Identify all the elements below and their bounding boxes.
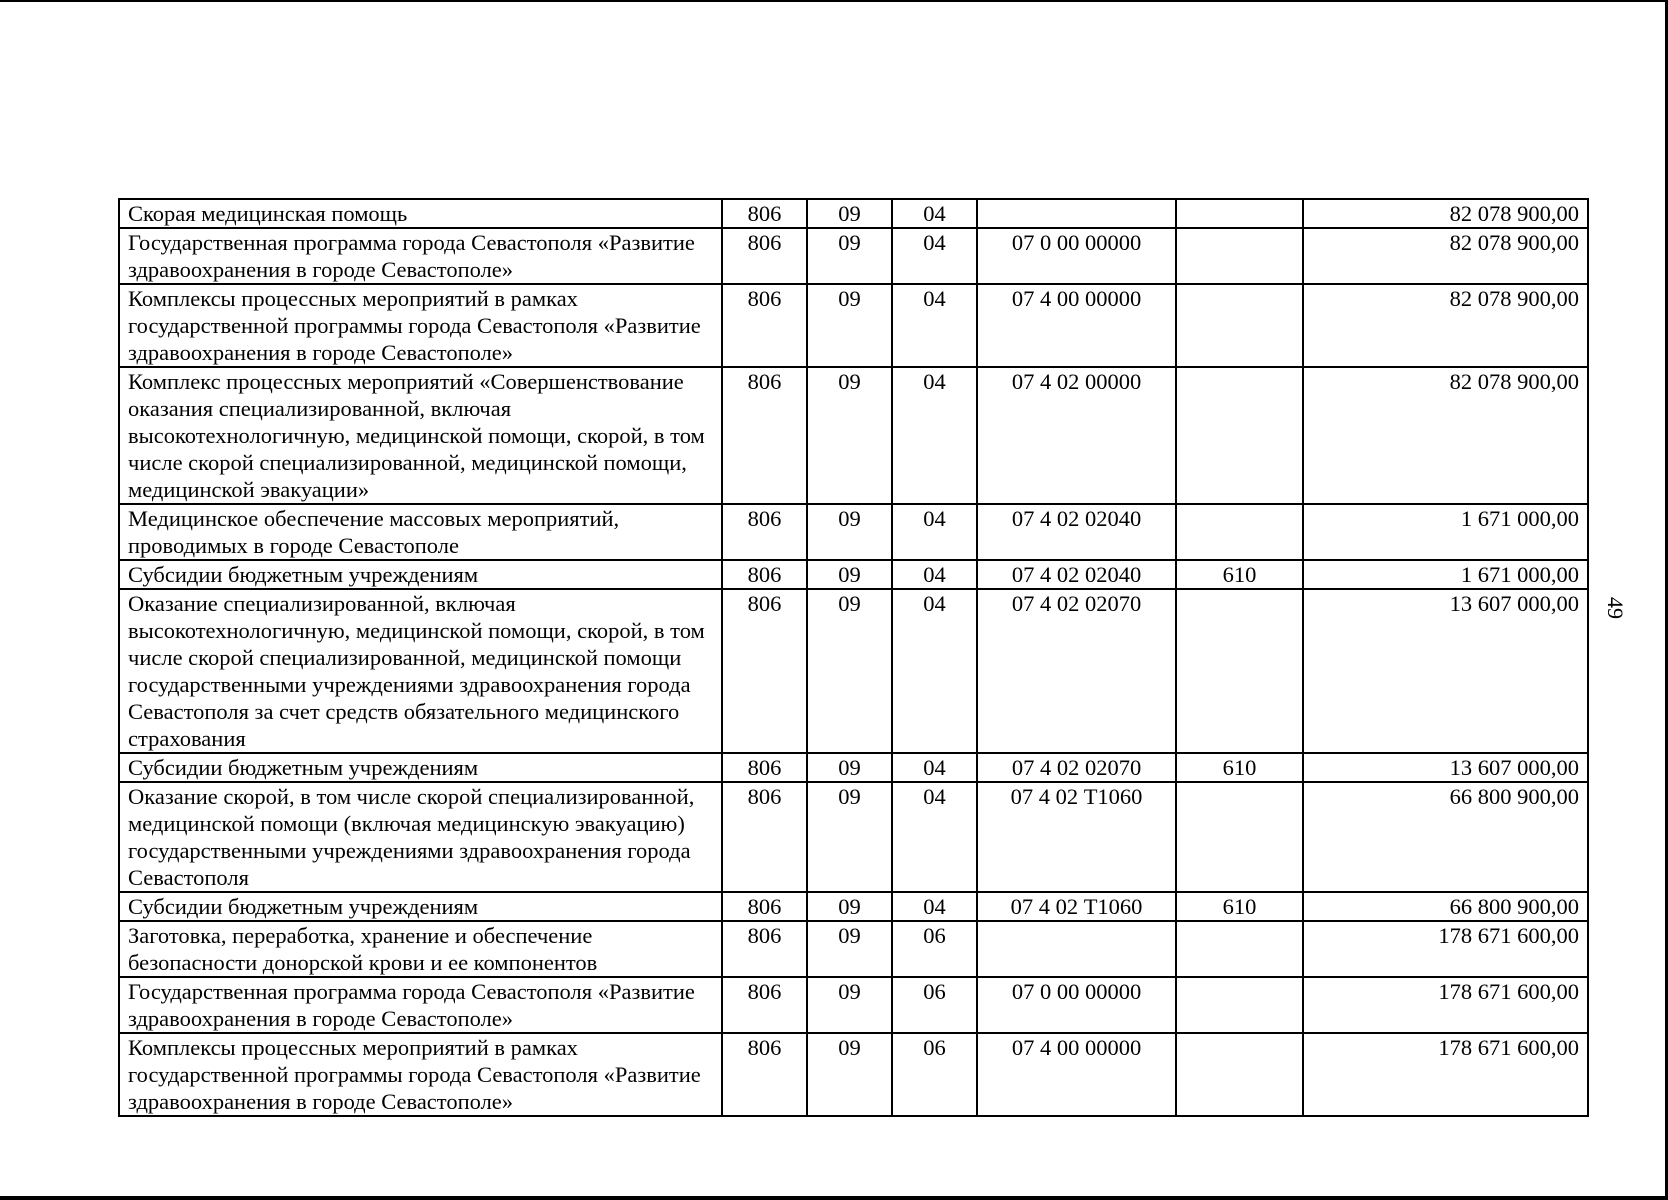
row-org-code-cell: 806	[722, 1033, 807, 1116]
row-section-cell: 09	[807, 589, 892, 753]
table-row	[119, 892, 1588, 921]
row-sum-cell: 178 671 600,00	[1303, 1033, 1588, 1116]
row-target-article-cell: 07 4 02 02070	[977, 589, 1176, 753]
row-target-article-cell: 07 4 00 00000	[977, 1033, 1176, 1116]
row-org-code-cell: 806	[722, 782, 807, 892]
row-name-cell: Комплексы процессных мероприятий в рамках государственной программы города Севастополя «Развитие здравоохранения в городе Севастополе»	[119, 284, 722, 367]
row-org-code-cell: 806	[722, 367, 807, 504]
row-sum-cell: 66 800 900,00	[1303, 782, 1588, 892]
row-target-article-cell: 07 0 00 00000	[977, 977, 1176, 1033]
table-row	[119, 1033, 1588, 1116]
table-row	[119, 753, 1588, 782]
row-sum-cell: 66 800 900,00	[1303, 892, 1588, 921]
row-subsection-cell: 04	[892, 589, 977, 753]
row-expense-type-cell	[1176, 228, 1303, 284]
budget-table-body	[119, 199, 1588, 1116]
table-row	[119, 560, 1588, 589]
row-section-cell: 09	[807, 782, 892, 892]
row-target-article-cell: 07 4 02 02040	[977, 560, 1176, 589]
row-target-article-cell	[977, 199, 1176, 228]
row-sum-cell: 82 078 900,00	[1303, 199, 1588, 228]
row-org-code-cell: 806	[722, 892, 807, 921]
row-target-article-cell: 07 4 02 00000	[977, 367, 1176, 504]
row-section-cell: 09	[807, 892, 892, 921]
row-name-cell: Оказание специализированной, включая высокотехнологичную, медицинской помощи, скорой, в том числе скорой специализированной, медицинской помощи государственными учреждениями здравоохранения города Севастополя за счет средств обязательного медицинского страхования	[119, 589, 722, 753]
row-subsection-cell: 04	[892, 560, 977, 589]
row-expense-type-cell	[1176, 504, 1303, 560]
row-sum-cell: 13 607 000,00	[1303, 589, 1588, 753]
table-row	[119, 199, 1588, 228]
table-row	[119, 504, 1588, 560]
row-name-cell: Скорая медицинская помощь	[119, 199, 722, 228]
row-target-article-cell: 07 4 02 02040	[977, 504, 1176, 560]
row-target-article-cell: 07 0 00 00000	[977, 228, 1176, 284]
row-name-cell: Государственная программа города Севастополя «Развитие здравоохранения в городе Севастополе»	[119, 228, 722, 284]
row-section-cell: 09	[807, 753, 892, 782]
row-sum-cell: 82 078 900,00	[1303, 228, 1588, 284]
row-subsection-cell: 06	[892, 977, 977, 1033]
row-expense-type-cell: 610	[1176, 892, 1303, 921]
row-org-code-cell: 806	[722, 284, 807, 367]
row-subsection-cell: 04	[892, 753, 977, 782]
table-row	[119, 977, 1588, 1033]
row-subsection-cell: 04	[892, 782, 977, 892]
row-sum-cell: 13 607 000,00	[1303, 753, 1588, 782]
row-section-cell: 09	[807, 199, 892, 228]
row-section-cell: 09	[807, 284, 892, 367]
row-expense-type-cell	[1176, 284, 1303, 367]
row-org-code-cell: 806	[722, 199, 807, 228]
row-section-cell: 09	[807, 1033, 892, 1116]
table-row	[119, 228, 1588, 284]
row-target-article-cell: 07 4 02 Т1060	[977, 782, 1176, 892]
row-sum-cell: 82 078 900,00	[1303, 284, 1588, 367]
row-section-cell: 09	[807, 977, 892, 1033]
row-name-cell: Комплекс процессных мероприятий «Совершенствование оказания специализированной, включая высокотехнологичную, медицинской помощи, скорой, в том числе скорой специализированной, медицинской помощи, медицинской эвакуации»	[119, 367, 722, 504]
row-expense-type-cell	[1176, 977, 1303, 1033]
row-name-cell: Заготовка, переработка, хранение и обеспечение безопасности донорской крови и ее компонентов	[119, 921, 722, 977]
row-sum-cell: 82 078 900,00	[1303, 367, 1588, 504]
table-row	[119, 284, 1588, 367]
table-row	[119, 589, 1588, 753]
row-subsection-cell: 04	[892, 367, 977, 504]
row-expense-type-cell	[1176, 589, 1303, 753]
row-name-cell: Субсидии бюджетным учреждениям	[119, 753, 722, 782]
row-expense-type-cell	[1176, 199, 1303, 228]
page-frame-top	[0, 0, 1668, 2]
row-subsection-cell: 04	[892, 228, 977, 284]
row-expense-type-cell: 610	[1176, 560, 1303, 589]
row-org-code-cell: 806	[722, 589, 807, 753]
row-section-cell: 09	[807, 504, 892, 560]
row-name-cell: Государственная программа города Севастополя «Развитие здравоохранения в городе Севастополе»	[119, 977, 722, 1033]
table-row	[119, 367, 1588, 504]
table-row	[119, 921, 1588, 977]
page-number: 49	[1603, 597, 1628, 619]
budget-table	[118, 198, 1589, 1117]
row-section-cell: 09	[807, 560, 892, 589]
row-section-cell: 09	[807, 367, 892, 504]
row-subsection-cell: 04	[892, 892, 977, 921]
row-sum-cell: 1 671 000,00	[1303, 504, 1588, 560]
row-sum-cell: 178 671 600,00	[1303, 921, 1588, 977]
row-expense-type-cell	[1176, 782, 1303, 892]
row-subsection-cell: 04	[892, 504, 977, 560]
row-name-cell: Субсидии бюджетным учреждениям	[119, 892, 722, 921]
row-sum-cell: 1 671 000,00	[1303, 560, 1588, 589]
row-name-cell: Медицинское обеспечение массовых мероприятий, проводимых в городе Севастополе	[119, 504, 722, 560]
row-org-code-cell: 806	[722, 560, 807, 589]
row-subsection-cell: 06	[892, 921, 977, 977]
row-org-code-cell: 806	[722, 921, 807, 977]
row-section-cell: 09	[807, 228, 892, 284]
row-section-cell: 09	[807, 921, 892, 977]
row-expense-type-cell	[1176, 921, 1303, 977]
row-expense-type-cell	[1176, 1033, 1303, 1116]
row-org-code-cell: 806	[722, 753, 807, 782]
row-name-cell: Оказание скорой, в том числе скорой специализированной, медицинской помощи (включая медицинскую эвакуацию) государственными учреждениями здравоохранения города Севастополя	[119, 782, 722, 892]
row-sum-cell: 178 671 600,00	[1303, 977, 1588, 1033]
row-org-code-cell: 806	[722, 504, 807, 560]
table-row	[119, 782, 1588, 892]
row-target-article-cell: 07 4 00 00000	[977, 284, 1176, 367]
row-name-cell: Субсидии бюджетным учреждениям	[119, 560, 722, 589]
row-target-article-cell	[977, 921, 1176, 977]
row-subsection-cell: 04	[892, 284, 977, 367]
row-expense-type-cell	[1176, 367, 1303, 504]
row-org-code-cell: 806	[722, 228, 807, 284]
row-name-cell: Комплексы процессных мероприятий в рамках государственной программы города Севастополя «Развитие здравоохранения в городе Севастополе»	[119, 1033, 722, 1116]
row-target-article-cell: 07 4 02 Т1060	[977, 892, 1176, 921]
row-target-article-cell: 07 4 02 02070	[977, 753, 1176, 782]
row-org-code-cell: 806	[722, 977, 807, 1033]
row-expense-type-cell: 610	[1176, 753, 1303, 782]
page-frame-bottom	[0, 1196, 1668, 1200]
row-subsection-cell: 04	[892, 199, 977, 228]
row-subsection-cell: 06	[892, 1033, 977, 1116]
